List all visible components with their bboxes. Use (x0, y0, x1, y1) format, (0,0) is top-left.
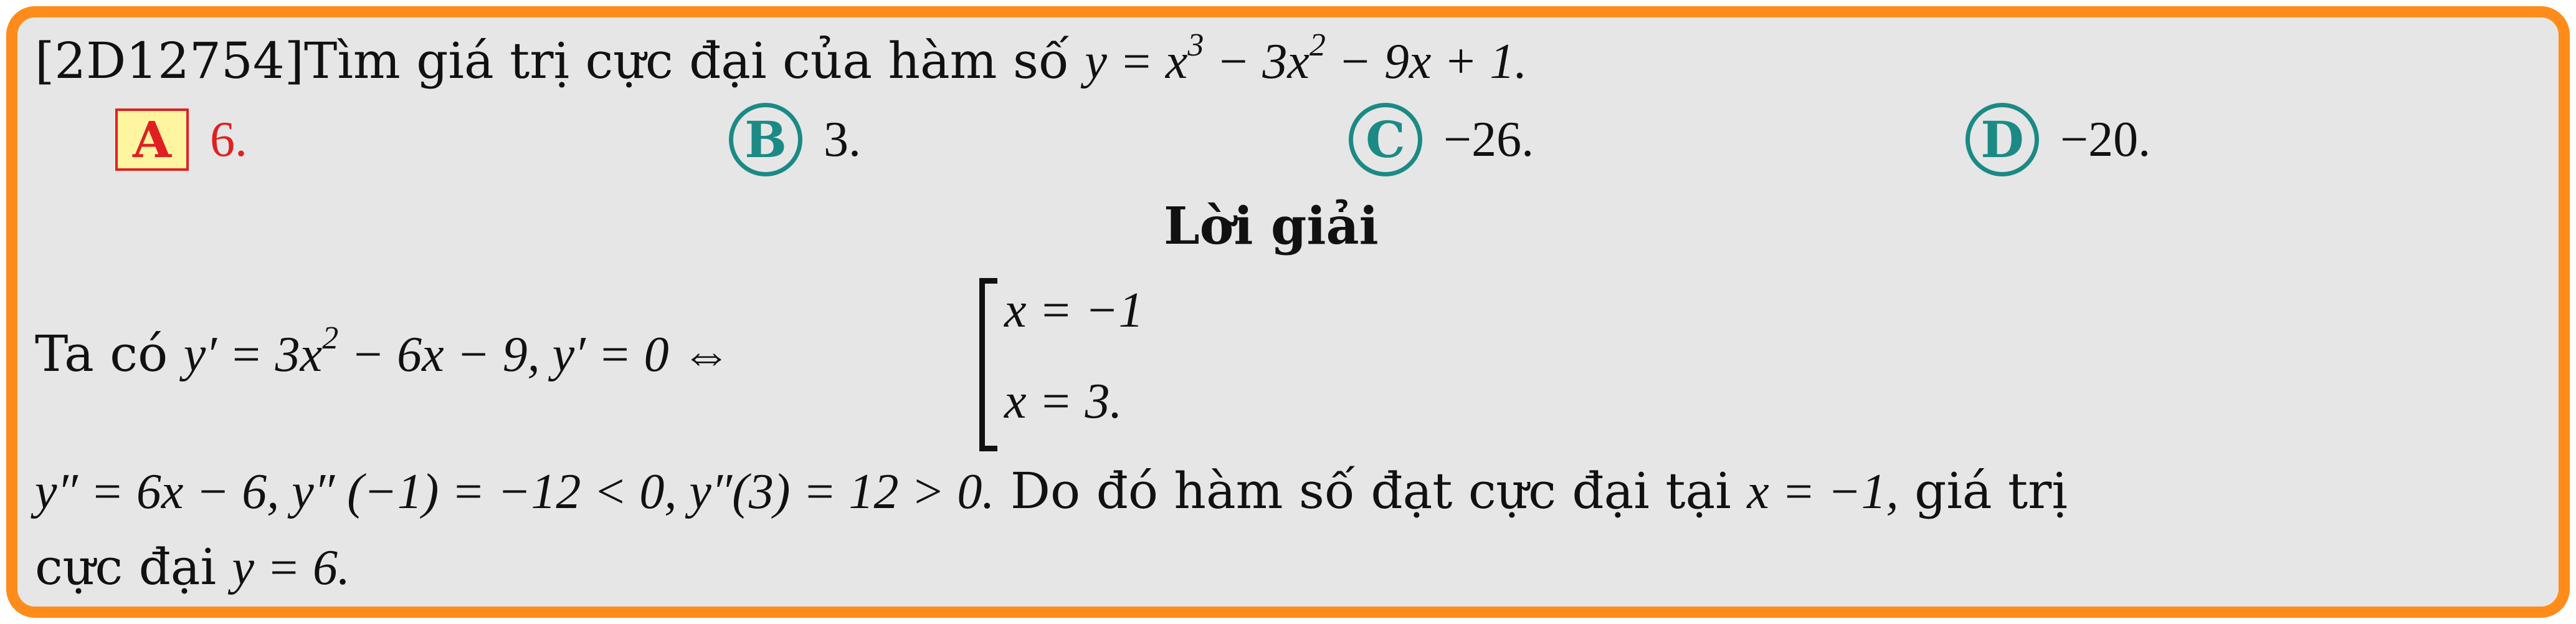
case-2: x = 3. (1004, 374, 1123, 429)
solution-line2-text-a: Do đó hàm số đạt cực đại tại (1010, 462, 1731, 520)
solution-line1-text: Ta có (35, 325, 168, 383)
choice-d-label: D (1965, 103, 2039, 176)
choice-c-label: C (1349, 103, 1422, 176)
solution-line-1 (35, 320, 731, 383)
solution-line2-text-b: giá trị (1914, 462, 2068, 520)
solution-line-2 (35, 462, 2068, 520)
choice-d[interactable] (1965, 108, 2151, 171)
choice-a-label: A (115, 108, 189, 171)
question-formula: $y = x^3 - 3x^2 - 9x + 1$. (1085, 27, 1528, 89)
solution-line-3 (35, 538, 350, 596)
case-bracket (979, 278, 997, 451)
choice-a[interactable] (115, 108, 247, 171)
second-derivative: y″ = 6x − 6, y″ (−1) = −12 < 0, y″(3) = 12 > 0. (35, 464, 995, 519)
solution-answer: y = 6. (232, 540, 350, 595)
solution-line2-math: x = −1, (1747, 464, 1899, 519)
question-code: [2D12754] (35, 32, 304, 90)
question-text: Tìm giá trị cực đại của hàm số (303, 32, 1069, 90)
choice-d-value: −20. (2060, 112, 2151, 167)
solution-derivative: $y' = 3x^2 - 6x - 9$, y′ = 0 ⇔ (183, 320, 731, 382)
choice-c-value: −26. (1443, 112, 1534, 167)
question-card (6, 6, 2570, 618)
choice-b[interactable] (729, 108, 861, 171)
solution-line3-text: cực đại (35, 538, 217, 596)
choice-b-label: B (729, 103, 802, 176)
case-1: x = −1 (1004, 283, 1144, 338)
choice-b-value: 3. (824, 112, 861, 167)
choice-c[interactable] (1349, 108, 1534, 171)
question-line (35, 27, 1528, 90)
solution-heading: Lời giải (1164, 196, 1379, 256)
choice-a-value: 6. (210, 112, 247, 167)
